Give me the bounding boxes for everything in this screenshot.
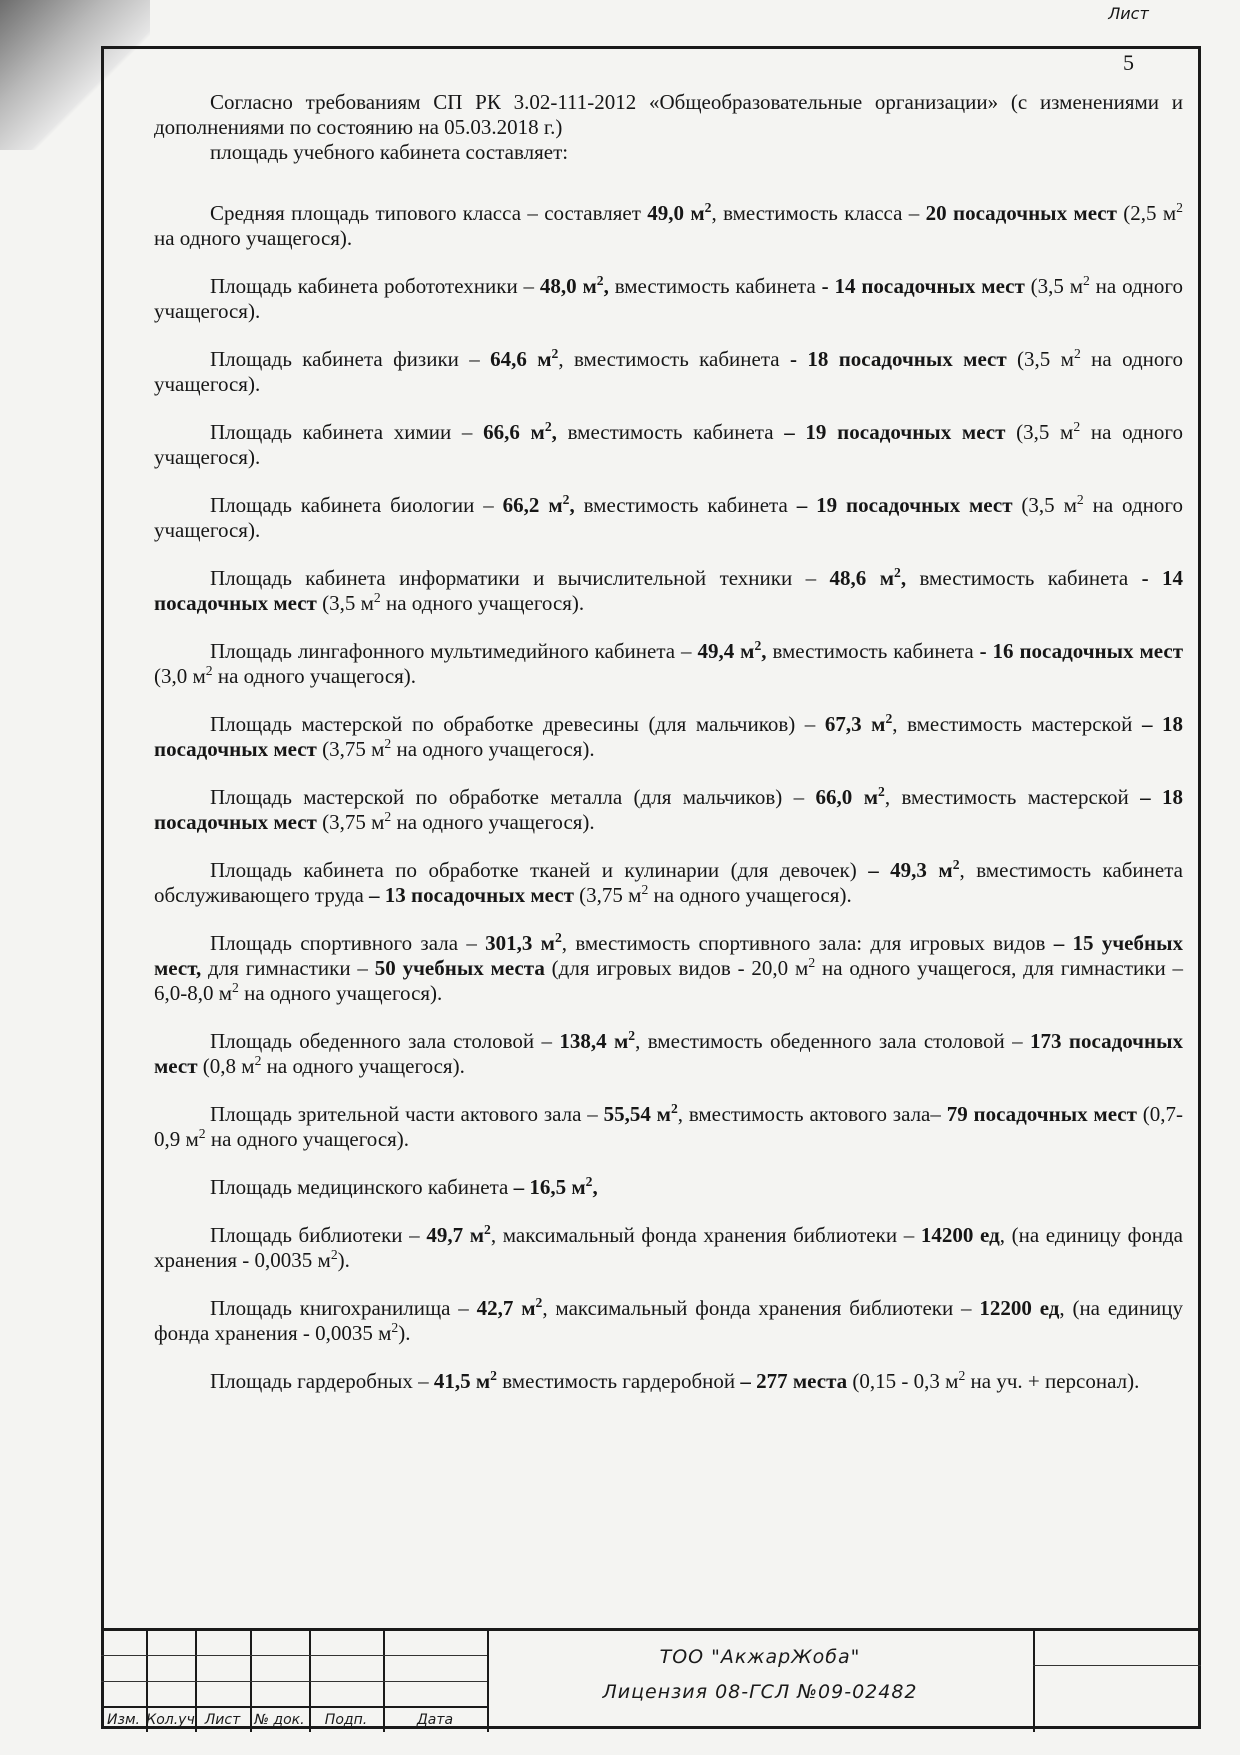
text-run: (3,75 м — [316, 737, 385, 761]
tb-label-podp: Подп. — [324, 1712, 368, 1728]
tb-sheet-label: Лист — [1108, 4, 1149, 23]
paragraph-p11 — [154, 785, 1183, 835]
text-run: 2 — [754, 638, 762, 653]
title-block — [101, 1628, 1201, 1732]
text-run: (3,0 м — [154, 664, 206, 688]
text-run: 42,7 м — [476, 1296, 536, 1320]
text-run: 2 — [878, 784, 885, 799]
text-run: 2 — [596, 273, 604, 288]
paragraph-p7 — [154, 493, 1183, 543]
text-run: 48,6 м — [829, 566, 895, 590]
document-body — [154, 90, 1183, 1394]
text-run: , вместимость актового зала– — [677, 1102, 947, 1126]
text-run: 67,3 м — [824, 712, 886, 736]
text-run: – 16,5 м — [513, 1175, 586, 1199]
text-run: (3,5 м — [1006, 347, 1074, 371]
text-run: на одного учащегося). — [391, 810, 595, 834]
paragraph-p14 — [154, 1029, 1183, 1079]
paragraph-p17 — [154, 1223, 1183, 1273]
text-run: вместимость кабинета — [574, 493, 797, 517]
text-run: вместимость кабинета — [556, 420, 785, 444]
text-run: 2 — [373, 590, 381, 605]
text-run: – 13 посадочных мест — [369, 883, 574, 907]
tb-label-izm: Изм. — [107, 1712, 140, 1728]
tb-label-nom-dok: № док. — [254, 1712, 305, 1728]
text-run: - 14 посадочных мест — [154, 566, 1183, 615]
text-run: 64,6 м — [490, 347, 552, 371]
text-run: , вместимость спортивного зала: для игровых видов — [561, 931, 1054, 955]
text-run: , — [551, 420, 557, 444]
text-run: Площадь кабинета биологии – — [210, 493, 503, 517]
text-run: Площадь кабинета физики – — [210, 347, 491, 371]
text-run: (3,5 м — [1005, 420, 1074, 444]
paragraph-p6 — [154, 420, 1183, 470]
text-run: Площадь лингафонного мультимедийного кабинета – — [210, 639, 698, 663]
text-run: 2 — [958, 1368, 966, 1383]
text-run: 2 — [484, 1222, 491, 1237]
text-run: , вместимость класса – — [711, 201, 926, 225]
text-run: 66,2 м — [502, 493, 563, 517]
text-run: (3,75 м — [573, 883, 642, 907]
text-run: на уч. + персонал). — [965, 1369, 1140, 1393]
text-run: 2 — [544, 419, 552, 434]
paragraph-p4 — [154, 274, 1183, 324]
text-run: 2 — [330, 1247, 338, 1262]
text-run: (0,15 - 0,3 м — [847, 1369, 959, 1393]
paragraph-p19 — [154, 1369, 1183, 1394]
text-run: - 14 посадочных мест — [821, 274, 1025, 298]
text-run: – 18 посадочных мест — [154, 785, 1184, 834]
text-run: , максимальный фонда хранения библиотеки – — [490, 1223, 921, 1247]
text-run: , — [592, 1175, 598, 1199]
text-run: 2 — [704, 200, 712, 215]
text-run: 2 — [894, 565, 901, 580]
text-run: (3,75 м — [316, 810, 385, 834]
text-run: Согласно требованиям СП РК 3.02-111-2012 «Общеобразовательные организации» (с изменениями и дополнениями по состоянию на 05.03.2018 г.) — [154, 90, 1183, 139]
text-run: на одного учащегося). — [648, 883, 852, 907]
text-run: 301,3 м — [485, 931, 555, 955]
text-run: 2 — [641, 882, 649, 897]
text-run: Площадь медицинского кабинета — [210, 1175, 514, 1199]
text-run: Площадь мастерской по обработке металла (для мальчиков) – — [210, 785, 816, 809]
text-run: 173 посадочных мест — [154, 1029, 1183, 1078]
text-run: 2 — [1073, 346, 1081, 361]
text-run: (0,7-0,9 м — [154, 1102, 1183, 1151]
text-run: , вместимость обеденного зала столовой – — [635, 1029, 1031, 1053]
text-run: (для игровых видов - 20,0 м — [544, 956, 809, 980]
text-run: Площадь обеденного зала столовой – — [210, 1029, 560, 1053]
text-run: (3,5 м — [316, 591, 374, 615]
text-run: 2 — [384, 736, 392, 751]
text-run: , — [569, 493, 575, 517]
text-run: Площадь гардеробных – — [210, 1369, 434, 1393]
paragraph-p2 — [154, 140, 1183, 165]
text-run: 2 — [952, 857, 960, 872]
paragraph-p1 — [154, 90, 1183, 140]
tb-label-list: Лист — [204, 1712, 241, 1728]
text-run: , (на единицу фонда хранения - 0,0035 м — [154, 1223, 1183, 1272]
text-run: на одного учащегося). — [154, 420, 1183, 469]
text-run: 66,6 м — [483, 420, 545, 444]
text-run: , вместимость мастерской — [884, 785, 1141, 809]
text-run: на одного учащегося). — [154, 347, 1183, 396]
text-run: – 277 места — [740, 1369, 848, 1393]
text-run: 79 посадочных мест — [946, 1102, 1137, 1126]
text-run: 2 — [628, 1028, 636, 1043]
text-run: 2 — [1176, 200, 1183, 215]
text-run: на одного учащегося). — [391, 737, 595, 761]
text-run: , (на единицу фонда хранения - 0,0035 м — [154, 1296, 1184, 1345]
paragraph-p12 — [154, 858, 1183, 908]
text-run: Средняя площадь типового класса – составляет — [210, 201, 648, 225]
text-run: 2 — [232, 980, 239, 995]
text-run: Площадь библиотеки – — [210, 1223, 427, 1247]
text-run: 41,5 м — [433, 1369, 491, 1393]
text-run: 2 — [1083, 273, 1090, 288]
text-run: на одного учащегося). — [205, 1127, 410, 1151]
text-run: 2 — [885, 711, 893, 726]
tb-label-data: Дата — [416, 1712, 454, 1728]
text-run: на одного учащегося). — [238, 981, 443, 1005]
text-run: – 15 учебных мест, — [154, 931, 1183, 980]
text-run: 2 — [562, 492, 570, 507]
text-run: , — [761, 639, 767, 663]
text-run: Площадь спортивного зала – — [210, 931, 486, 955]
text-run: , вместимость кабинета — [558, 347, 790, 371]
text-run: 2 — [1076, 492, 1084, 507]
text-run: (3,5 м — [1012, 493, 1077, 517]
paragraph-p16 — [154, 1175, 1183, 1200]
text-run: Площадь зрительной части актового зала – — [210, 1102, 604, 1126]
text-run: на одного учащегося). — [154, 493, 1183, 542]
paragraph-p15 — [154, 1102, 1183, 1152]
paragraph-p8 — [154, 566, 1183, 616]
paragraph-p18 — [154, 1296, 1183, 1346]
text-run: - 18 посадочных мест — [789, 347, 1007, 371]
text-run: Площадь кабинета робототехники – — [210, 274, 540, 298]
text-run: , — [603, 274, 609, 298]
text-run: 2 — [198, 1126, 206, 1141]
text-run: 14200 ед — [920, 1223, 1000, 1247]
text-run: 49,0 м — [647, 201, 705, 225]
text-run: вместимость кабинета — [766, 639, 980, 663]
text-run: на одного учащегося). — [212, 664, 417, 688]
tb-license: Лицензия 08-ГСЛ №09-02482 — [602, 1681, 918, 1703]
text-run: 48,0 м — [539, 274, 597, 298]
text-run: , максимальный фонда хранения библиотеки – — [542, 1296, 980, 1320]
text-run: - 16 посадочных мест — [979, 639, 1184, 663]
text-run: , вместимость кабинета обслуживающего труда — [154, 858, 1183, 907]
text-run: (2,5 м — [1116, 201, 1177, 225]
text-run: 2 — [670, 1101, 678, 1116]
text-run: – 19 посадочных мест — [784, 420, 1006, 444]
text-run: на одного учащегося). — [380, 591, 585, 615]
text-run: , вместимость мастерской — [892, 712, 1142, 736]
text-run: для гимнастики – — [201, 956, 375, 980]
text-run: 2 — [205, 663, 213, 678]
text-run: ). — [398, 1321, 411, 1345]
text-run: Площадь кабинета информатики и вычислительной техники – — [210, 566, 830, 590]
tb-sheet-number: 5 — [1123, 50, 1134, 75]
text-run: 49,7 м — [426, 1223, 485, 1247]
paragraph-p9 — [154, 639, 1183, 689]
text-run: площадь учебного кабинета составляет: — [210, 140, 569, 164]
text-run: Площадь мастерской по обработке древесины (для мальчиков) – — [210, 712, 825, 736]
tb-company: ТОО "АкжарЖоба" — [659, 1646, 861, 1668]
text-run: 12200 ед — [979, 1296, 1060, 1320]
text-run: (3,5 м — [1024, 274, 1084, 298]
text-run: 2 — [585, 1174, 593, 1189]
text-run: 55,54 м — [603, 1102, 671, 1126]
text-run: – 49,3 м — [868, 858, 953, 882]
text-run: , — [900, 566, 907, 590]
text-run: 2 — [391, 1320, 399, 1335]
text-run: 2 — [384, 809, 392, 824]
text-run: Площадь книгохранилища – — [210, 1296, 477, 1320]
text-run: 20 посадочных мест — [925, 201, 1117, 225]
text-run: на одного учащегося). — [154, 226, 353, 250]
paragraph-p10 — [154, 712, 1183, 762]
text-run: 2 — [490, 1368, 497, 1383]
text-run: вместимость кабинета — [906, 566, 1142, 590]
text-run: (0,8 м — [197, 1054, 255, 1078]
text-run: на одного учащегося). — [261, 1054, 465, 1078]
paragraph-p3 — [154, 201, 1183, 251]
text-run: 2 — [535, 1295, 543, 1310]
text-run: 50 учебных места — [374, 956, 545, 980]
text-run: 2 — [1073, 419, 1081, 434]
text-run: вместимость гардеробной — [496, 1369, 741, 1393]
text-run: 138,4 м — [559, 1029, 629, 1053]
text-run: 2 — [254, 1053, 262, 1068]
text-run: Площадь кабинета по обработке тканей и кулинарии (для девочек) — [210, 858, 869, 882]
text-run: на одного учащегося, для гимнастики – 6,0-8,0 м — [154, 956, 1184, 1005]
text-run: 2 — [554, 930, 562, 945]
text-run: на одного учащегося). — [154, 274, 1183, 323]
text-run: Площадь кабинета химии – — [210, 420, 484, 444]
text-run: 66,0 м — [815, 785, 879, 809]
paragraph-p5 — [154, 347, 1183, 397]
text-run: 2 — [808, 955, 816, 970]
text-run: – 18 посадочных мест — [154, 712, 1184, 761]
text-run: вместимость кабинета — [608, 274, 822, 298]
paragraph-p13 — [154, 931, 1183, 1006]
tb-label-kol-uch: Кол.уч — [146, 1712, 195, 1728]
text-run: ). — [337, 1248, 350, 1272]
text-run: 2 — [551, 346, 559, 361]
text-run: – 19 посадочных мест — [796, 493, 1013, 517]
text-run: 49,4 м — [697, 639, 755, 663]
